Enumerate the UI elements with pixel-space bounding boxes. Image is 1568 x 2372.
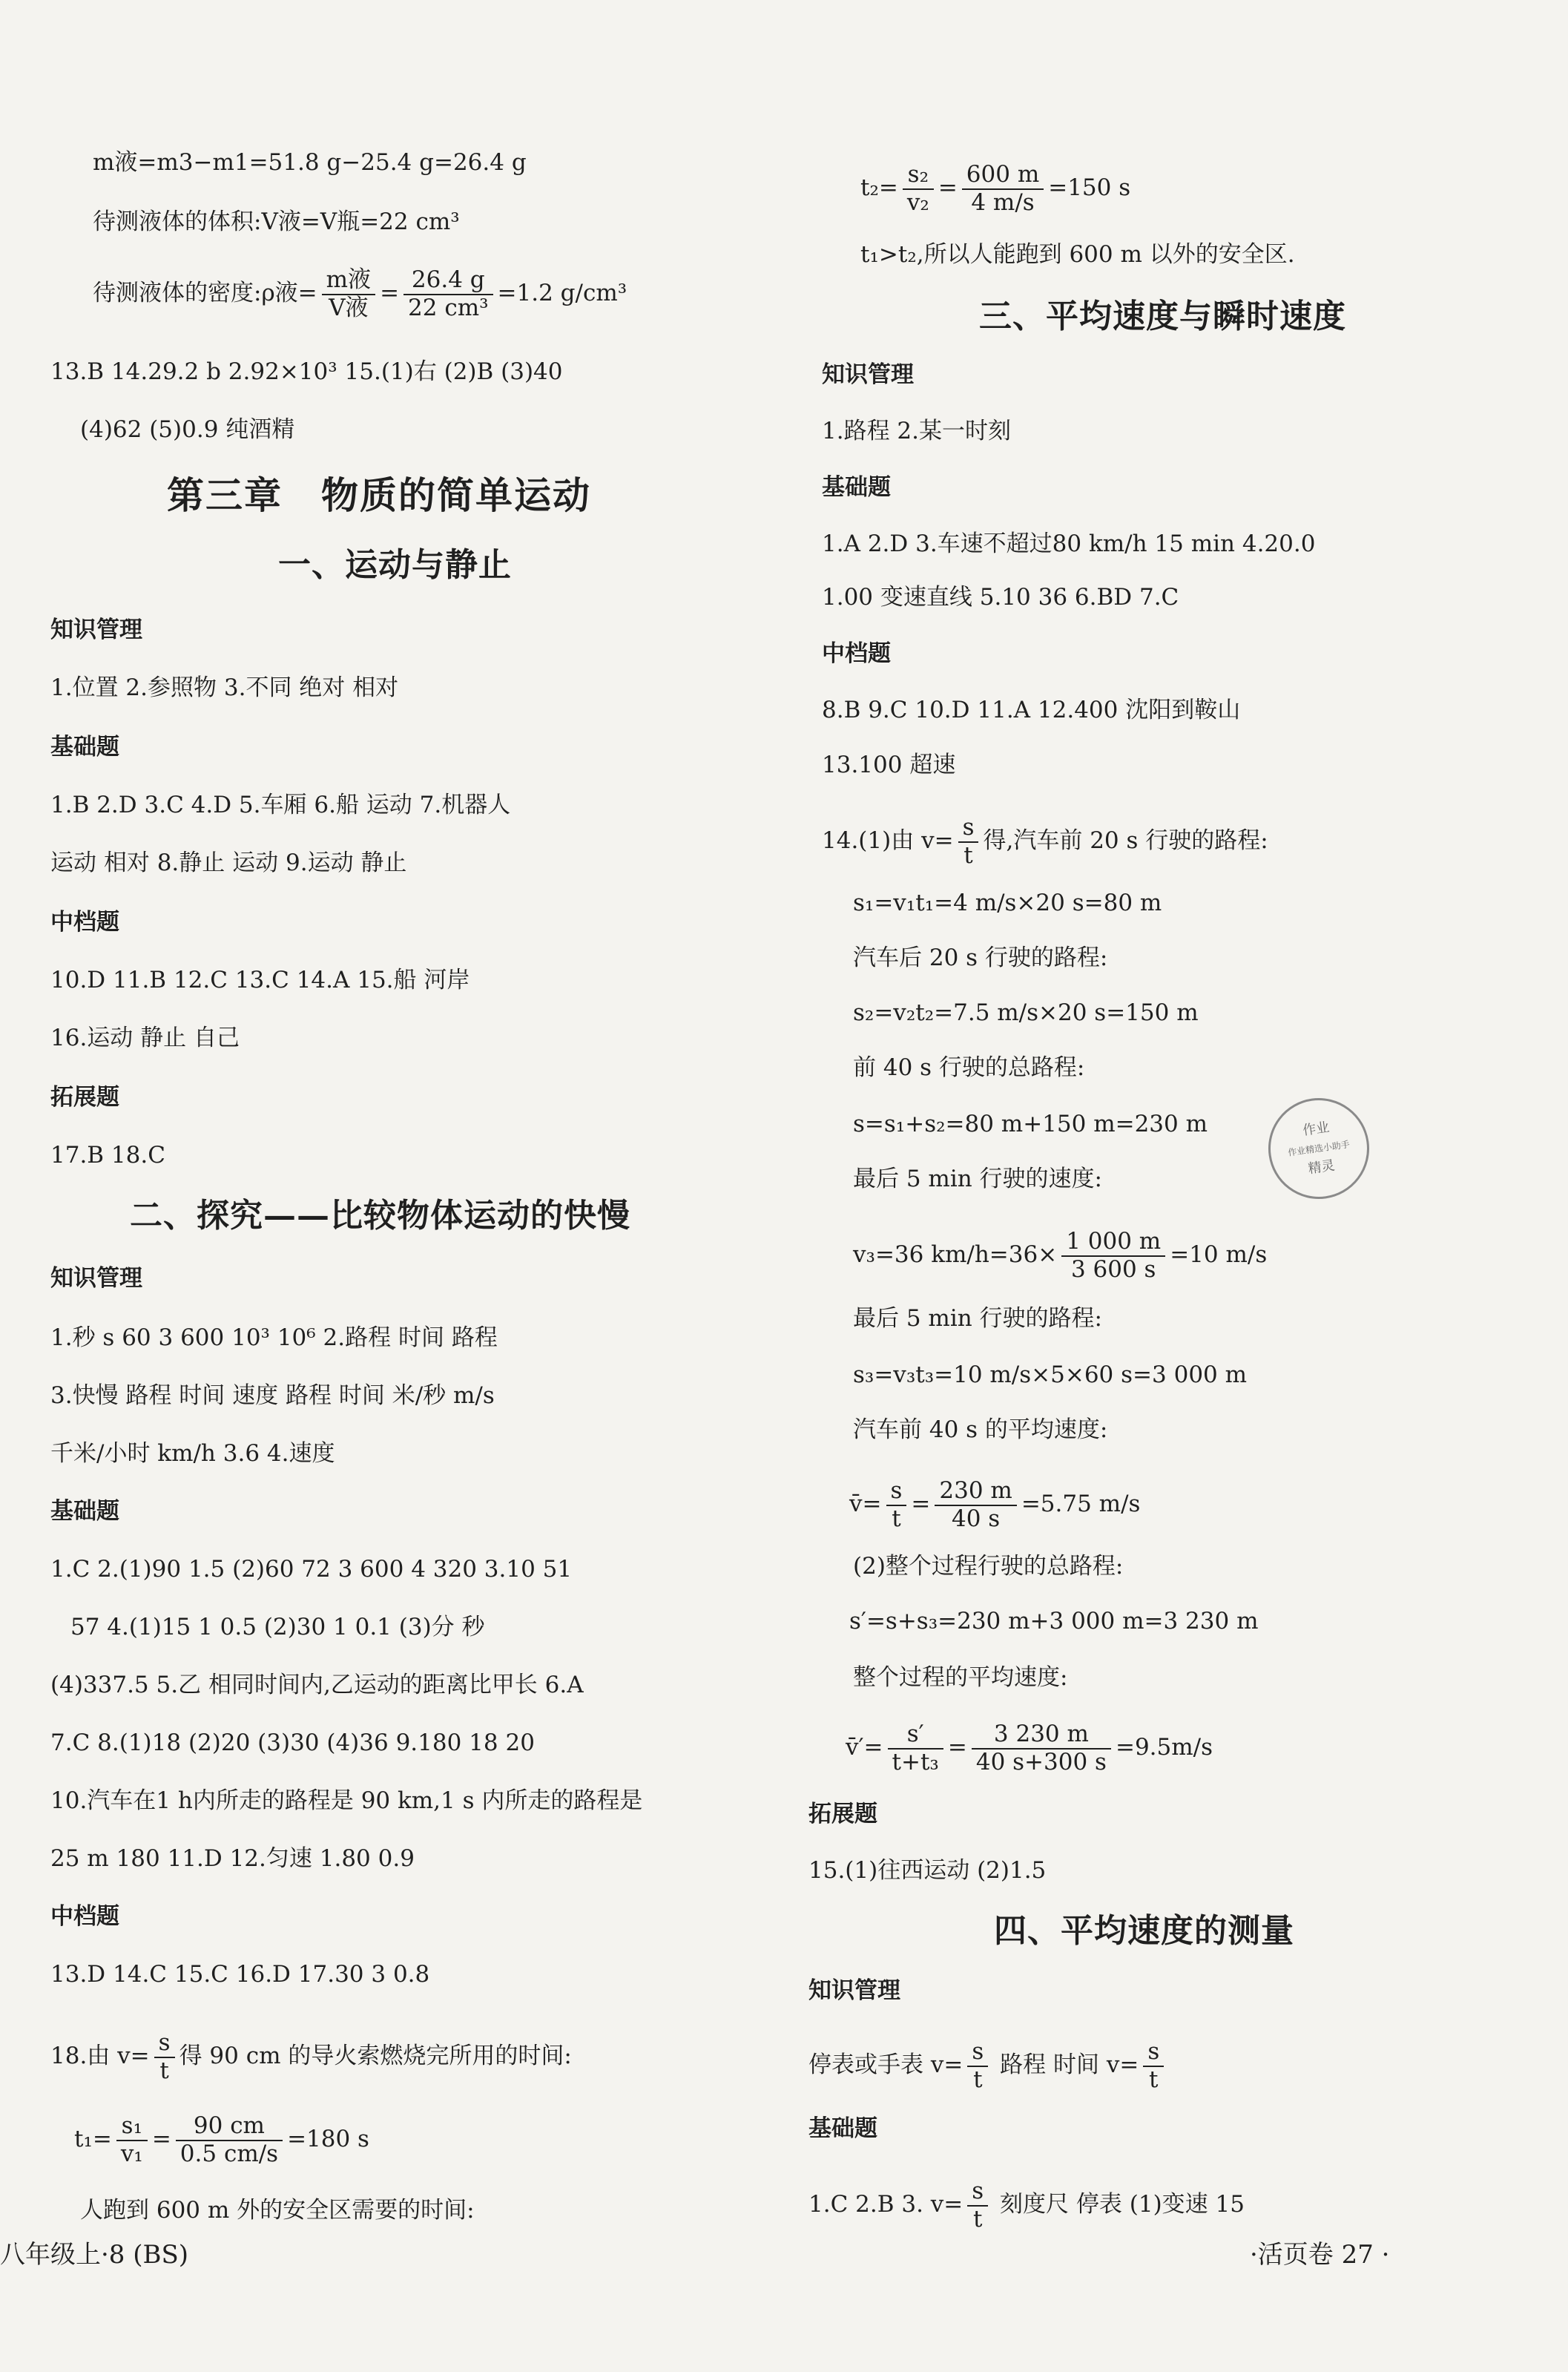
density-line: 待测液体的密度:ρ液= $\frac{\text{m液}}{\text{V液}}$ = $\frac{26.4 g}{\text{22 cm³}}$ =1.2 g/cm³ — [93, 266, 627, 321]
answer-line: 整个过程的平均速度: — [853, 1664, 1068, 1691]
section-title: 四、平均速度的测量 — [994, 1912, 1294, 1950]
subheading: 中档题 — [822, 640, 891, 667]
fraction: $\frac{s}{t}$ — [886, 1478, 907, 1532]
page-footer-left: 八年级上·8 (BS) — [0, 2240, 189, 2270]
answer-line: (2)整个过程行驶的总路程: — [853, 1553, 1124, 1580]
formula-line: v₃=36 km/h=36× $\frac{1 000 m}{3 600 s}$ =10 m/s — [853, 1228, 1268, 1283]
answer-line: 人跑到 600 m 外的安全区需要的时间: — [80, 2197, 475, 2224]
fraction: $\frac{s}{t}$ — [1143, 2039, 1164, 2093]
v-fraction: $\frac{s}{t}$ — [154, 2030, 175, 2084]
subheading: 中档题 — [50, 909, 119, 936]
fraction: $\frac{230 m}{40 s}$ — [935, 1478, 1016, 1532]
section-title: 二、探究——比较物体运动的快慢 — [130, 1197, 630, 1235]
formula-line: s₂=v₂t₂=7.5 m/s×20 s=150 m — [853, 999, 1199, 1026]
subheading: 知识管理 — [50, 617, 142, 643]
subheading: 中档题 — [50, 1903, 119, 1930]
answer-line: 10.D 11.B 12.C 13.C 14.A 15.船 河岸 — [50, 967, 470, 993]
answer-line: 1.B 2.D 3.C 4.D 5.车厢 6.船 运动 7.机器人 — [50, 792, 511, 818]
fraction: $\frac{\text{s₁}}{\text{v₁}}$ — [116, 2113, 148, 2167]
answer-line: 千米/小时 km/h 3.6 4.速度 — [50, 1440, 335, 1467]
answer-line: 13.B 14.29.2 b 2.92×10³ 15.(1)右 (2)B (3)40 — [50, 358, 563, 385]
subheading: 基础题 — [50, 734, 119, 760]
formula-line: s₃=v₃t₃=10 m/s×5×60 s=3 000 m — [853, 1361, 1248, 1388]
section-title: 一、运动与静止 — [278, 546, 512, 584]
formula-line: t₁= $\frac{\text{s₁}}{\text{v₁}}$ = $\frac{90 cm}{0.5 cm/s}$ =180 s — [74, 2112, 369, 2167]
answer-line: 15.(1)往西运动 (2)1.5 — [808, 1857, 1047, 1884]
subheading: 基础题 — [50, 1498, 119, 1525]
page-footer-right: ·活页卷 27 · — [1250, 2240, 1390, 2270]
answer-line: 1.C 2.B 3. v= $\frac{s}{t}$ 刻度尺 停表 (1)变速 15 — [808, 2178, 1245, 2233]
density-label: 待测液体的密度:ρ液= — [93, 280, 317, 307]
answer-line: 16.运动 静止 自己 — [50, 1025, 240, 1051]
subheading: 拓展题 — [808, 1801, 877, 1827]
answer-line: 8.B 9.C 10.D 11.A 12.400 沈阳到鞍山 — [822, 697, 1241, 723]
density-mass-line: m液=m3−m1=51.8 g−25.4 g=26.4 g — [93, 149, 527, 176]
formula-line: v̄= $\frac{s}{t}$ = $\frac{230 m}{40 s}$ =5.75 m/s — [849, 1477, 1141, 1532]
answer-line: 13.100 超速 — [822, 752, 956, 778]
subheading: 基础题 — [808, 2115, 877, 2142]
answer-line: 最后 5 min 行驶的路程: — [853, 1305, 1103, 1332]
answer-line: 1.C 2.(1)90 1.5 (2)60 72 3 600 4 320 3.10 51 — [50, 1556, 573, 1583]
formula-line: s=s₁+s₂=80 m+150 m=230 m — [853, 1111, 1208, 1137]
fraction: $\frac{3 230 m}{40 s+300 s}$ — [972, 1721, 1111, 1775]
answer-line: 运动 相对 8.静止 运动 9.运动 静止 — [50, 850, 407, 876]
answer-line: 前 40 s 行驶的总路程: — [853, 1054, 1085, 1081]
density-fraction-1: $\frac{\text{m液}}{\text{V液}}$ — [322, 267, 375, 321]
fraction: $\frac{1 000 m}{3 600 s}$ — [1061, 1229, 1165, 1283]
fraction: $\frac{s}{t}$ — [967, 2039, 988, 2093]
homework-stamp: 作业 作业精选小助手 精灵 — [1262, 1091, 1376, 1206]
answer-line: 1.00 变速直线 5.10 36 6.BD 7.C — [822, 584, 1179, 611]
answer-line: 停表或手表 v= $\frac{s}{t}$ 路程 时间 v= $\frac{s}{t}$ — [808, 2039, 1168, 2093]
subheading: 知识管理 — [808, 1977, 900, 2004]
answer-line: 1.位置 2.参照物 3.不同 绝对 相对 — [50, 674, 399, 701]
answer-line: 10.汽车在1 h内所走的路程是 90 km,1 s 内所走的路程是 — [50, 1787, 643, 1814]
answer-line: (4)337.5 5.乙 相同时间内,乙运动的距离比甲长 6.A — [50, 1672, 584, 1698]
answer-line: 3.快慢 路程 时间 速度 路程 时间 米/秒 m/s — [50, 1382, 495, 1409]
answer-line: 1.A 2.D 3.车速不超过80 km/h 15 min 4.20.0 — [822, 530, 1316, 557]
formula-line: v̄′= $\frac{s'}{\text{t+t₃}}$ = $\frac{3 230 m}{40 s+300 s}$ =9.5m/s — [846, 1721, 1213, 1775]
answer-line: 1.路程 2.某一时刻 — [822, 418, 1012, 444]
formula-line: t₂= $\frac{\text{s₂}}{\text{v₂}}$ = $\frac{600 m}{4 m/s}$ =150 s — [860, 161, 1131, 216]
answer-line: 汽车后 20 s 行驶的路程: — [853, 944, 1108, 971]
fraction: $\frac{600 m}{4 m/s}$ — [962, 162, 1044, 216]
answer-line: 1.秒 s 60 3 600 10³ 10⁶ 2.路程 时间 路程 — [50, 1324, 498, 1351]
answer-line: 14.(1)由 v= $\frac{s}{t}$ 得,汽车前 20 s 行驶的路程: — [822, 814, 1268, 869]
volume-line: 待测液体的体积:V液=V瓶=22 cm³ — [93, 208, 460, 235]
answer-line: (4)62 (5)0.9 纯酒精 — [80, 416, 295, 443]
answer-line: 7.C 8.(1)18 (2)20 (3)30 (4)36 9.180 18 20 — [50, 1729, 535, 1756]
answer-line: t₁>t₂,所以人能跑到 600 m 以外的安全区. — [860, 241, 1295, 268]
formula-line: s₁=v₁t₁=4 m/s×20 s=80 m — [853, 890, 1162, 916]
section-title: 三、平均速度与瞬时速度 — [979, 298, 1346, 335]
subheading: 基础题 — [822, 474, 891, 501]
fraction: $\frac{s}{t}$ — [958, 815, 979, 869]
answer-line: 18.由 v= $\frac{s}{t}$ 得 90 cm 的导火索燃烧完所用的时间: — [50, 2029, 572, 2084]
density-fraction-2: $\frac{26.4 g}{\text{22 cm³}}$ — [403, 267, 493, 321]
answer-line: 13.D 14.C 15.C 16.D 17.30 3 0.8 — [50, 1961, 430, 1988]
subheading: 拓展题 — [50, 1084, 119, 1111]
answer-line: 57 4.(1)15 1 0.5 (2)30 1 0.1 (3)分 秒 — [70, 1614, 485, 1640]
answer-line: 最后 5 min 行驶的速度: — [853, 1166, 1103, 1192]
answer-line: 汽车前 40 s 的平均速度: — [853, 1416, 1108, 1443]
fraction: $\frac{s}{t}$ — [967, 2178, 988, 2233]
subheading: 知识管理 — [50, 1265, 142, 1292]
chapter-title: 第三章 物质的简单运动 — [167, 473, 591, 517]
answer-line: 25 m 180 11.D 12.匀速 1.80 0.9 — [50, 1845, 415, 1872]
answer-line: 17.B 18.C — [50, 1142, 165, 1169]
fraction: $\frac{\text{s₂}}{\text{v₂}}$ — [903, 162, 934, 216]
formula-line: s′=s+s₃=230 m+3 000 m=3 230 m — [849, 1608, 1259, 1635]
fraction: $\frac{s'}{\text{t+t₃}}$ — [888, 1721, 943, 1775]
subheading: 知识管理 — [822, 361, 914, 388]
fraction: $\frac{90 cm}{0.5 cm/s}$ — [176, 2113, 283, 2167]
